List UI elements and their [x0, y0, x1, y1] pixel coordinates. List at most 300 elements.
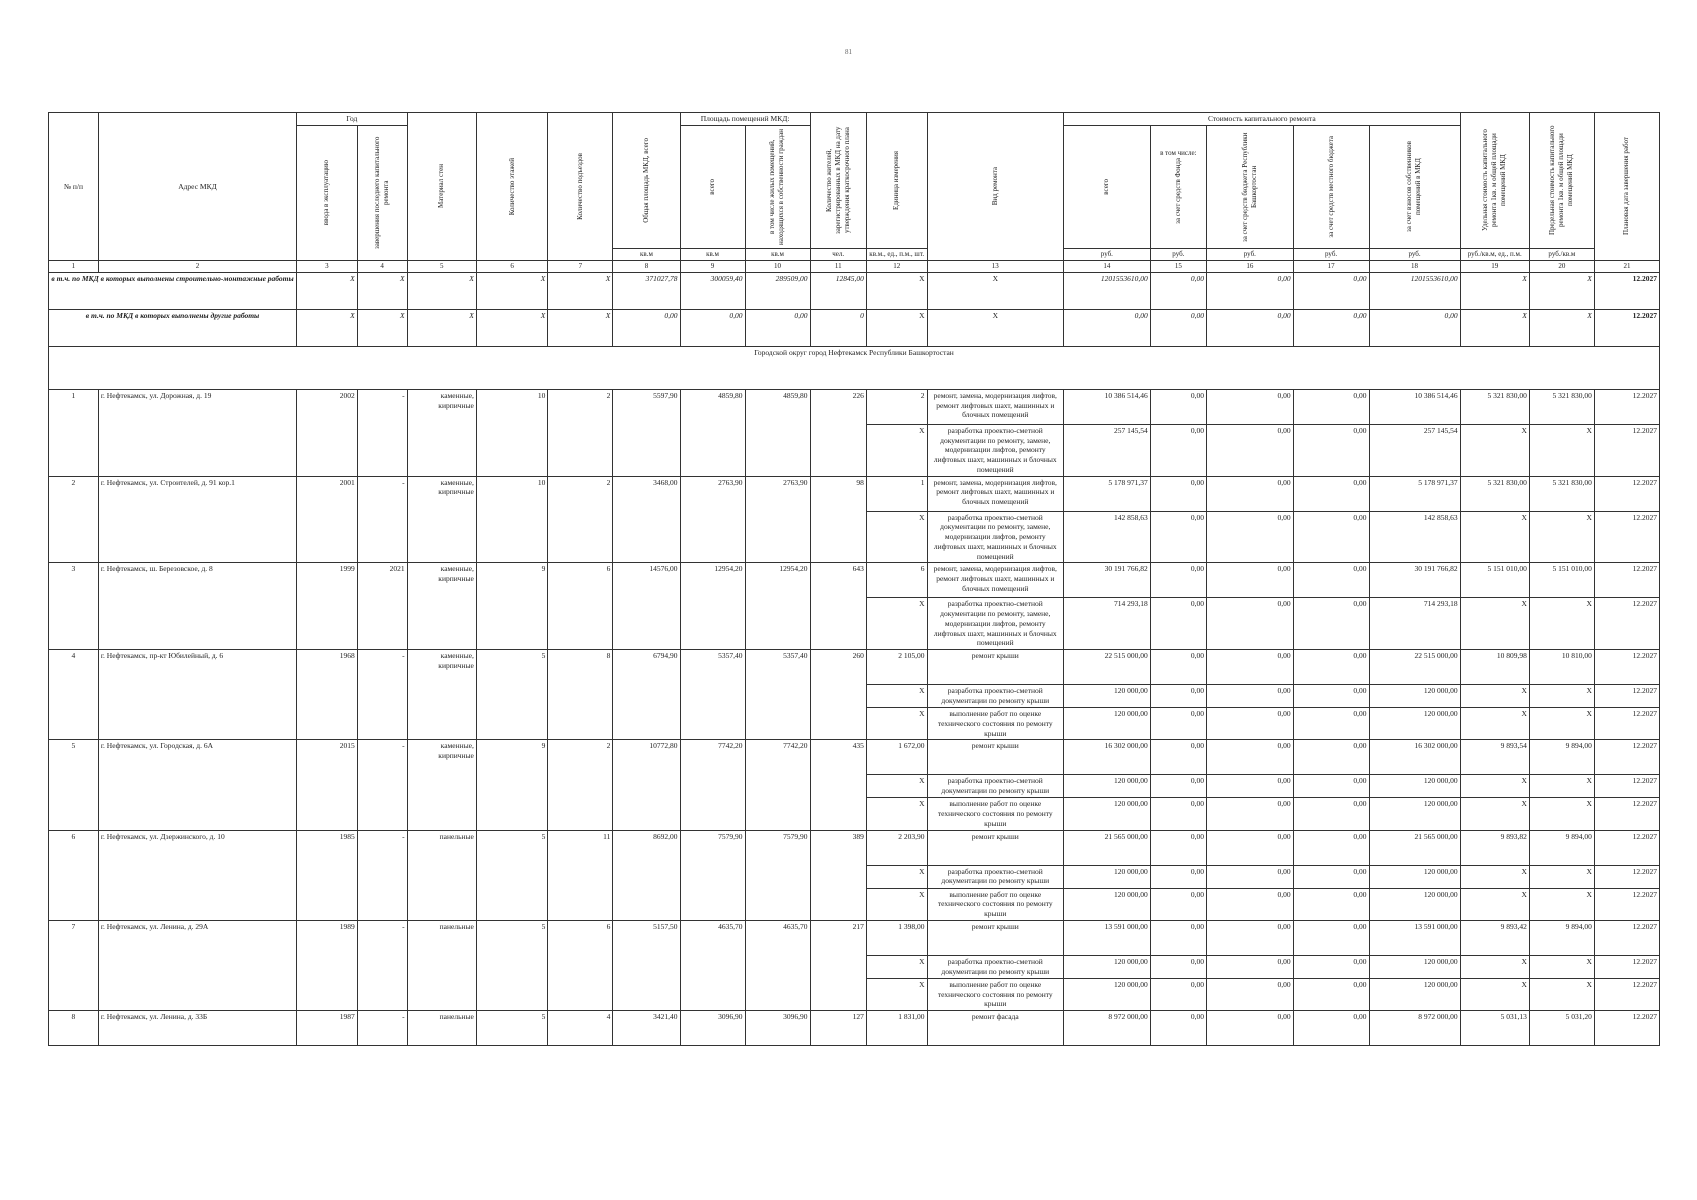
- wall-material: каменные, кирпичные: [407, 650, 476, 740]
- cost-republic: 0,00: [1207, 650, 1294, 685]
- max-cost: X: [1529, 798, 1594, 830]
- cost-republic: 0,00: [1207, 830, 1294, 865]
- work-unit: X: [866, 865, 927, 888]
- cost-total: 120 000,00: [1064, 978, 1151, 1010]
- unit-cost: 5 151 010,00: [1460, 563, 1529, 598]
- building-row: [49, 920, 1660, 955]
- total-area: 3421,40: [613, 1011, 680, 1046]
- plan-date: 12.2027: [1594, 978, 1659, 1010]
- year-last-repair: -: [357, 1011, 407, 1046]
- row-number: 4: [49, 650, 99, 740]
- cost-fund: 0,00: [1150, 685, 1206, 708]
- cost-owners: 120 000,00: [1369, 955, 1460, 978]
- year-last-repair: -: [357, 920, 407, 1010]
- premises-owned: 12954,20: [745, 563, 810, 650]
- summary-cell-18: 1201553610,00: [1369, 272, 1460, 309]
- floors: 10: [476, 476, 548, 563]
- cost-republic: 0,00: [1207, 598, 1294, 650]
- cost-fund: 0,00: [1150, 1011, 1206, 1046]
- cost-local: 0,00: [1293, 476, 1369, 511]
- work-unit: 1 398,00: [866, 920, 927, 955]
- summary-cell-4: X: [357, 272, 407, 309]
- year-commission: 1985: [297, 830, 358, 920]
- summary-cell-20: X: [1529, 309, 1594, 346]
- premises-owned: 7579,90: [745, 830, 810, 920]
- summary-row: [49, 309, 1660, 346]
- year-last-repair: 2021: [357, 563, 407, 650]
- cost-local: 0,00: [1293, 865, 1369, 888]
- plan-date: 12.2027: [1594, 1011, 1659, 1046]
- cost-local: 0,00: [1293, 798, 1369, 830]
- max-cost: 9 894,00: [1529, 830, 1594, 865]
- header-plan-date: Плановая дата завершения работ: [1622, 137, 1631, 236]
- cost-owners: 16 302 000,00: [1369, 740, 1460, 775]
- floors: 9: [476, 563, 548, 650]
- entrances: 6: [548, 563, 613, 650]
- row-number: 7: [49, 920, 99, 1010]
- summary-cell-7: X: [548, 309, 613, 346]
- cost-total: 21 565 000,00: [1064, 830, 1151, 865]
- cost-total: 120 000,00: [1064, 775, 1151, 798]
- header-entrances: Количество подъездов: [575, 152, 584, 220]
- cost-fund: 0,00: [1150, 830, 1206, 865]
- total-area: 8692,00: [613, 830, 680, 920]
- header-premises: Площадь помещений МКД:: [680, 113, 810, 126]
- summary-cell-8: 371027,78: [613, 272, 680, 309]
- capital-repair-table: [48, 112, 1660, 1046]
- cost-fund: 0,00: [1150, 798, 1206, 830]
- cost-total: 257 145,54: [1064, 424, 1151, 476]
- header-total-area: Общая площадь МКД, всего: [641, 137, 650, 223]
- repair-type: выполнение работ по оценке технического состояния по ремонту крыши: [927, 888, 1064, 920]
- cost-fund: 0,00: [1150, 708, 1206, 740]
- building-row: [49, 563, 1660, 598]
- address-cell: г. Нефтекамск, ш. Березовское, д. 8: [98, 563, 296, 650]
- plan-date: 12.2027: [1594, 830, 1659, 865]
- cost-total: 120 000,00: [1064, 708, 1151, 740]
- work-unit: X: [866, 685, 927, 708]
- row-number: 2: [49, 476, 99, 563]
- header-residents: Количество жителей, зарегистрированных в МКД на дату утверждения краткосрочного плана: [824, 126, 851, 235]
- year-commission: 1987: [297, 1011, 358, 1046]
- work-unit: 1 672,00: [866, 740, 927, 775]
- address-cell: г. Нефтекамск, ул. Строителей, д. 91 кор.1: [98, 476, 296, 563]
- work-unit: X: [866, 775, 927, 798]
- floors: 9: [476, 740, 548, 830]
- summary-cell-8: 0,00: [613, 309, 680, 346]
- repair-type: разработка проектно-сметной документации по ремонту крыши: [927, 865, 1064, 888]
- cost-republic: 0,00: [1207, 389, 1294, 424]
- floors: 5: [476, 920, 548, 1010]
- summary-cell-15: 0,00: [1150, 309, 1206, 346]
- max-cost: X: [1529, 955, 1594, 978]
- cost-owners: 30 191 766,82: [1369, 563, 1460, 598]
- building-row: [49, 830, 1660, 865]
- cost-local: 0,00: [1293, 511, 1369, 563]
- address-cell: г. Нефтекамск, ул. Городская, д. 6А: [98, 740, 296, 830]
- cost-owners: 120 000,00: [1369, 685, 1460, 708]
- total-area: 3468,00: [613, 476, 680, 563]
- summary-cell-3: X: [297, 272, 358, 309]
- entrances: 2: [548, 476, 613, 563]
- cost-owners: 257 145,54: [1369, 424, 1460, 476]
- max-cost: 5 321 830,00: [1529, 476, 1594, 511]
- unit-cost: X: [1460, 865, 1529, 888]
- total-area: 5597,90: [613, 389, 680, 476]
- cost-republic: 0,00: [1207, 563, 1294, 598]
- cost-owners: 120 000,00: [1369, 865, 1460, 888]
- cost-total: 5 178 971,37: [1064, 476, 1151, 511]
- header-no: № п/п: [49, 113, 99, 261]
- cost-republic: 0,00: [1207, 775, 1294, 798]
- floors: 5: [476, 830, 548, 920]
- row-number: 6: [49, 830, 99, 920]
- year-last-repair: -: [357, 830, 407, 920]
- max-cost: 10 810,00: [1529, 650, 1594, 685]
- address-cell: г. Нефтекамск, ул. Дзержинского, д. 10: [98, 830, 296, 920]
- plan-date: 12.2027: [1594, 865, 1659, 888]
- cost-total: 13 591 000,00: [1064, 920, 1151, 955]
- repair-type: разработка проектно-сметной документации по ремонту крыши: [927, 685, 1064, 708]
- year-commission: 1989: [297, 920, 358, 1010]
- building-row: [49, 740, 1660, 775]
- cost-fund: 0,00: [1150, 511, 1206, 563]
- entrances: 4: [548, 1011, 613, 1046]
- summary-cell-12: X: [866, 272, 927, 309]
- summary-cell-9: 300059,40: [680, 272, 745, 309]
- cost-fund: 0,00: [1150, 888, 1206, 920]
- max-cost: X: [1529, 775, 1594, 798]
- summary-cell-12: X: [866, 309, 927, 346]
- header-cost: Стоимость капитального ремонта: [1064, 113, 1461, 126]
- plan-date: 12.2027: [1594, 920, 1659, 955]
- work-unit: X: [866, 798, 927, 830]
- work-unit: 1: [866, 476, 927, 511]
- cost-local: 0,00: [1293, 775, 1369, 798]
- unit-cost: 5 031,13: [1460, 1011, 1529, 1046]
- entrances: 6: [548, 920, 613, 1010]
- plan-date: 12.2027: [1594, 740, 1659, 775]
- work-unit: X: [866, 424, 927, 476]
- cost-fund: 0,00: [1150, 563, 1206, 598]
- cost-total: 8 972 000,00: [1064, 1011, 1151, 1046]
- cost-fund: 0,00: [1150, 389, 1206, 424]
- summary-cell-17: 0,00: [1293, 272, 1369, 309]
- wall-material: каменные, кирпичные: [407, 476, 476, 563]
- max-cost: 9 894,00: [1529, 920, 1594, 955]
- cost-republic: 0,00: [1207, 1011, 1294, 1046]
- column-numbers-row: 1 2 3 4 5 6 7 8 9 10 11 12 13 14 15 16 17 18 19 20 21: [49, 260, 1660, 272]
- summary-cell-19: X: [1460, 272, 1529, 309]
- summary-cell-17: 0,00: [1293, 309, 1369, 346]
- header-year: Год: [297, 113, 407, 126]
- cost-owners: 5 178 971,37: [1369, 476, 1460, 511]
- summary-cell-11: 0: [810, 309, 866, 346]
- premises-total: 7742,20: [680, 740, 745, 830]
- plan-date: 12.2027: [1594, 511, 1659, 563]
- building-row: [49, 650, 1660, 685]
- cost-local: 0,00: [1293, 955, 1369, 978]
- summary-label: в т.ч. по МКД в которых выполнены строительно-монтажные работы: [49, 272, 297, 309]
- header-floors: Количество этажей: [507, 157, 516, 216]
- entrances: 8: [548, 650, 613, 740]
- summary-cell-15: 0,00: [1150, 272, 1206, 309]
- summary-cell-21: 12.2027: [1594, 272, 1659, 309]
- cost-total: 142 858,63: [1064, 511, 1151, 563]
- repair-type: ремонт, замена, модернизация лифтов, ремонт лифтовых шахт, машинных и блочных помещений: [927, 476, 1064, 511]
- work-unit: X: [866, 708, 927, 740]
- summary-cell-13: X: [927, 309, 1064, 346]
- work-unit: X: [866, 978, 927, 1010]
- summary-row: [49, 272, 1660, 309]
- unit-cost: 9 893,82: [1460, 830, 1529, 865]
- page-number: 81: [845, 48, 852, 56]
- cost-owners: 120 000,00: [1369, 978, 1460, 1010]
- cost-total: 120 000,00: [1064, 798, 1151, 830]
- summary-cell-19: X: [1460, 309, 1529, 346]
- summary-cell-11: 12845,00: [810, 272, 866, 309]
- summary-cell-4: X: [357, 309, 407, 346]
- premises-total: 7579,90: [680, 830, 745, 920]
- cost-owners: 120 000,00: [1369, 775, 1460, 798]
- cost-republic: 0,00: [1207, 511, 1294, 563]
- repair-type: ремонт фасада: [927, 1011, 1064, 1046]
- year-last-repair: -: [357, 476, 407, 563]
- cost-fund: 0,00: [1150, 955, 1206, 978]
- unit-cost: X: [1460, 798, 1529, 830]
- header-cost-owners: за счет взносов собственников помещений в МКД: [1405, 141, 1423, 233]
- address-cell: г. Нефтекамск, ул. Ленина, д. 29А: [98, 920, 296, 1010]
- header-address: Адрес МКД: [98, 113, 296, 261]
- max-cost: 9 894,00: [1529, 740, 1594, 775]
- year-last-repair: -: [357, 389, 407, 476]
- header-premises-total: всего: [708, 178, 716, 195]
- max-cost: X: [1529, 511, 1594, 563]
- cost-republic: 0,00: [1207, 798, 1294, 830]
- plan-date: 12.2027: [1594, 476, 1659, 511]
- wall-material: каменные, кирпичные: [407, 389, 476, 476]
- floors: 10: [476, 389, 548, 476]
- unit-cost: 5 321 830,00: [1460, 476, 1529, 511]
- summary-cell-3: X: [297, 309, 358, 346]
- row-number: 1: [49, 389, 99, 476]
- region-row: [49, 346, 1660, 389]
- premises-total: 3096,90: [680, 1011, 745, 1046]
- header-unit: Единица измерения: [892, 150, 901, 210]
- header-wall-material: Материал стен: [437, 164, 446, 209]
- max-cost: X: [1529, 708, 1594, 740]
- premises-total: 5357,40: [680, 650, 745, 740]
- wall-material: панельные: [407, 920, 476, 1010]
- row-number: 8: [49, 1011, 99, 1046]
- plan-date: 12.2027: [1594, 798, 1659, 830]
- cost-total: 16 302 000,00: [1064, 740, 1151, 775]
- premises-total: 4859,80: [680, 389, 745, 476]
- cost-republic: 0,00: [1207, 888, 1294, 920]
- cost-local: 0,00: [1293, 389, 1369, 424]
- summary-cell-14: 0,00: [1064, 309, 1151, 346]
- row-number: 5: [49, 740, 99, 830]
- residents: 389: [810, 830, 866, 920]
- header-unit-cost: Удельная стоимость капитального ремонта 1кв. м общей площади помещений МКД: [1481, 129, 1508, 232]
- summary-cell-6: X: [476, 309, 548, 346]
- premises-owned: 4859,80: [745, 389, 810, 476]
- header-premises-owned: в том числе жилых помещений, находящихся в собственности граждан: [768, 128, 786, 245]
- repair-type: разработка проектно-сметной документации по ремонту, замене, модернизации лифтов, ремонту лифтовых шахт, машинных и блочных помещений: [927, 424, 1064, 476]
- year-commission: 2015: [297, 740, 358, 830]
- cost-owners: 13 591 000,00: [1369, 920, 1460, 955]
- repair-type: выполнение работ по оценке технического состояния по ремонту крыши: [927, 708, 1064, 740]
- unit-cost: X: [1460, 888, 1529, 920]
- max-cost: X: [1529, 424, 1594, 476]
- cost-owners: 120 000,00: [1369, 888, 1460, 920]
- cost-republic: 0,00: [1207, 685, 1294, 708]
- residents: 127: [810, 1011, 866, 1046]
- header-year-last-repair: завершения последнего капитального ремонта: [373, 136, 391, 249]
- address-cell: г. Нефтекамск, пр-кт Юбилейный, д. 6: [98, 650, 296, 740]
- repair-type: разработка проектно-сметной документации по ремонту, замене, модернизации лифтов, ремонту лифтовых шахт, машинных и блочных помещений: [927, 598, 1064, 650]
- work-unit: X: [866, 955, 927, 978]
- plan-date: 12.2027: [1594, 650, 1659, 685]
- total-area: 5157,50: [613, 920, 680, 1010]
- residents: 643: [810, 563, 866, 650]
- cost-fund: 0,00: [1150, 920, 1206, 955]
- summary-cell-9: 0,00: [680, 309, 745, 346]
- cost-fund: 0,00: [1150, 650, 1206, 685]
- header-cost-total: всего: [1102, 178, 1111, 195]
- cost-local: 0,00: [1293, 598, 1369, 650]
- building-row: [49, 476, 1660, 511]
- region-title: Городской округ город Нефтекамск Республики Башкортостан: [49, 346, 1660, 389]
- plan-date: 12.2027: [1594, 424, 1659, 476]
- cost-fund: 0,00: [1150, 598, 1206, 650]
- unit-cost: X: [1460, 955, 1529, 978]
- unit-cost: 9 893,42: [1460, 920, 1529, 955]
- summary-cell-20: X: [1529, 272, 1594, 309]
- cost-owners: 142 858,63: [1369, 511, 1460, 563]
- cost-total: 714 293,18: [1064, 598, 1151, 650]
- unit-cost: X: [1460, 685, 1529, 708]
- max-cost: X: [1529, 888, 1594, 920]
- work-unit: X: [866, 511, 927, 563]
- cost-fund: 0,00: [1150, 424, 1206, 476]
- work-unit: 6: [866, 563, 927, 598]
- summary-cell-16: 0,00: [1207, 272, 1294, 309]
- header-cost-fund: за счет средств Фонда: [1173, 158, 1182, 225]
- work-unit: X: [866, 598, 927, 650]
- cost-republic: 0,00: [1207, 920, 1294, 955]
- work-unit: 2: [866, 389, 927, 424]
- cost-republic: 0,00: [1207, 740, 1294, 775]
- header-year-commission: ввода в эксплуатацию: [322, 160, 331, 226]
- year-commission: 1968: [297, 650, 358, 740]
- wall-material: каменные, кирпичные: [407, 740, 476, 830]
- repair-type: ремонт крыши: [927, 740, 1064, 775]
- summary-cell-13: X: [927, 272, 1064, 309]
- cost-fund: 0,00: [1150, 865, 1206, 888]
- cost-fund: 0,00: [1150, 978, 1206, 1010]
- cost-republic: 0,00: [1207, 708, 1294, 740]
- repair-type: ремонт крыши: [927, 650, 1064, 685]
- cost-total: 10 386 514,46: [1064, 389, 1151, 424]
- summary-cell-6: X: [476, 272, 548, 309]
- address-cell: г. Нефтекамск, ул. Ленина, д. 33Б: [98, 1011, 296, 1046]
- work-unit: 2 105,00: [866, 650, 927, 685]
- unit-cost: X: [1460, 708, 1529, 740]
- unit-cost: X: [1460, 775, 1529, 798]
- max-cost: 5 151 010,00: [1529, 563, 1594, 598]
- cost-local: 0,00: [1293, 685, 1369, 708]
- summary-cell-5: X: [407, 309, 476, 346]
- total-area: 6794,90: [613, 650, 680, 740]
- plan-date: 12.2027: [1594, 955, 1659, 978]
- wall-material: панельные: [407, 1011, 476, 1046]
- premises-total: 12954,20: [680, 563, 745, 650]
- cost-owners: 22 515 000,00: [1369, 650, 1460, 685]
- cost-owners: 120 000,00: [1369, 798, 1460, 830]
- floors: 5: [476, 650, 548, 740]
- summary-cell-7: X: [548, 272, 613, 309]
- cost-local: 0,00: [1293, 920, 1369, 955]
- max-cost: 5 321 830,00: [1529, 389, 1594, 424]
- work-unit: 1 831,00: [866, 1011, 927, 1046]
- entrances: 2: [548, 740, 613, 830]
- row-number: 3: [49, 563, 99, 650]
- cost-local: 0,00: [1293, 978, 1369, 1010]
- max-cost: X: [1529, 685, 1594, 708]
- premises-total: 2763,90: [680, 476, 745, 563]
- plan-date: 12.2027: [1594, 775, 1659, 798]
- cost-local: 0,00: [1293, 830, 1369, 865]
- cost-local: 0,00: [1293, 424, 1369, 476]
- plan-date: 12.2027: [1594, 708, 1659, 740]
- residents: 217: [810, 920, 866, 1010]
- cost-total: 22 515 000,00: [1064, 650, 1151, 685]
- work-unit: X: [866, 888, 927, 920]
- unit-cost: 10 809,98: [1460, 650, 1529, 685]
- cost-owners: 21 565 000,00: [1369, 830, 1460, 865]
- year-commission: 2002: [297, 389, 358, 476]
- max-cost: X: [1529, 978, 1594, 1010]
- repair-type: выполнение работ по оценке технического состояния по ремонту крыши: [927, 798, 1064, 830]
- entrances: 2: [548, 389, 613, 476]
- summary-cell-21: 12.2027: [1594, 309, 1659, 346]
- year-last-repair: -: [357, 740, 407, 830]
- cost-total: 30 191 766,82: [1064, 563, 1151, 598]
- unit-cost: 5 321 830,00: [1460, 389, 1529, 424]
- cost-republic: 0,00: [1207, 978, 1294, 1010]
- premises-owned: 2763,90: [745, 476, 810, 563]
- year-commission: 1999: [297, 563, 358, 650]
- repair-type: ремонт, замена, модернизация лифтов, ремонт лифтовых шахт, машинных и блочных помещений: [927, 563, 1064, 598]
- plan-date: 12.2027: [1594, 389, 1659, 424]
- premises-owned: 5357,40: [745, 650, 810, 740]
- unit-cost: X: [1460, 978, 1529, 1010]
- total-area: 14576,00: [613, 563, 680, 650]
- cost-fund: 0,00: [1150, 740, 1206, 775]
- header-cost-local: за счет средств местного бюджета: [1326, 135, 1335, 238]
- cost-owners: 10 386 514,46: [1369, 389, 1460, 424]
- unit-cost: X: [1460, 424, 1529, 476]
- cost-owners: 120 000,00: [1369, 708, 1460, 740]
- cost-owners: 8 972 000,00: [1369, 1011, 1460, 1046]
- plan-date: 12.2027: [1594, 598, 1659, 650]
- entrances: 11: [548, 830, 613, 920]
- year-commission: 2001: [297, 476, 358, 563]
- repair-type: разработка проектно-сметной документации по ремонту крыши: [927, 775, 1064, 798]
- cost-total: 120 000,00: [1064, 888, 1151, 920]
- cost-fund: 0,00: [1150, 476, 1206, 511]
